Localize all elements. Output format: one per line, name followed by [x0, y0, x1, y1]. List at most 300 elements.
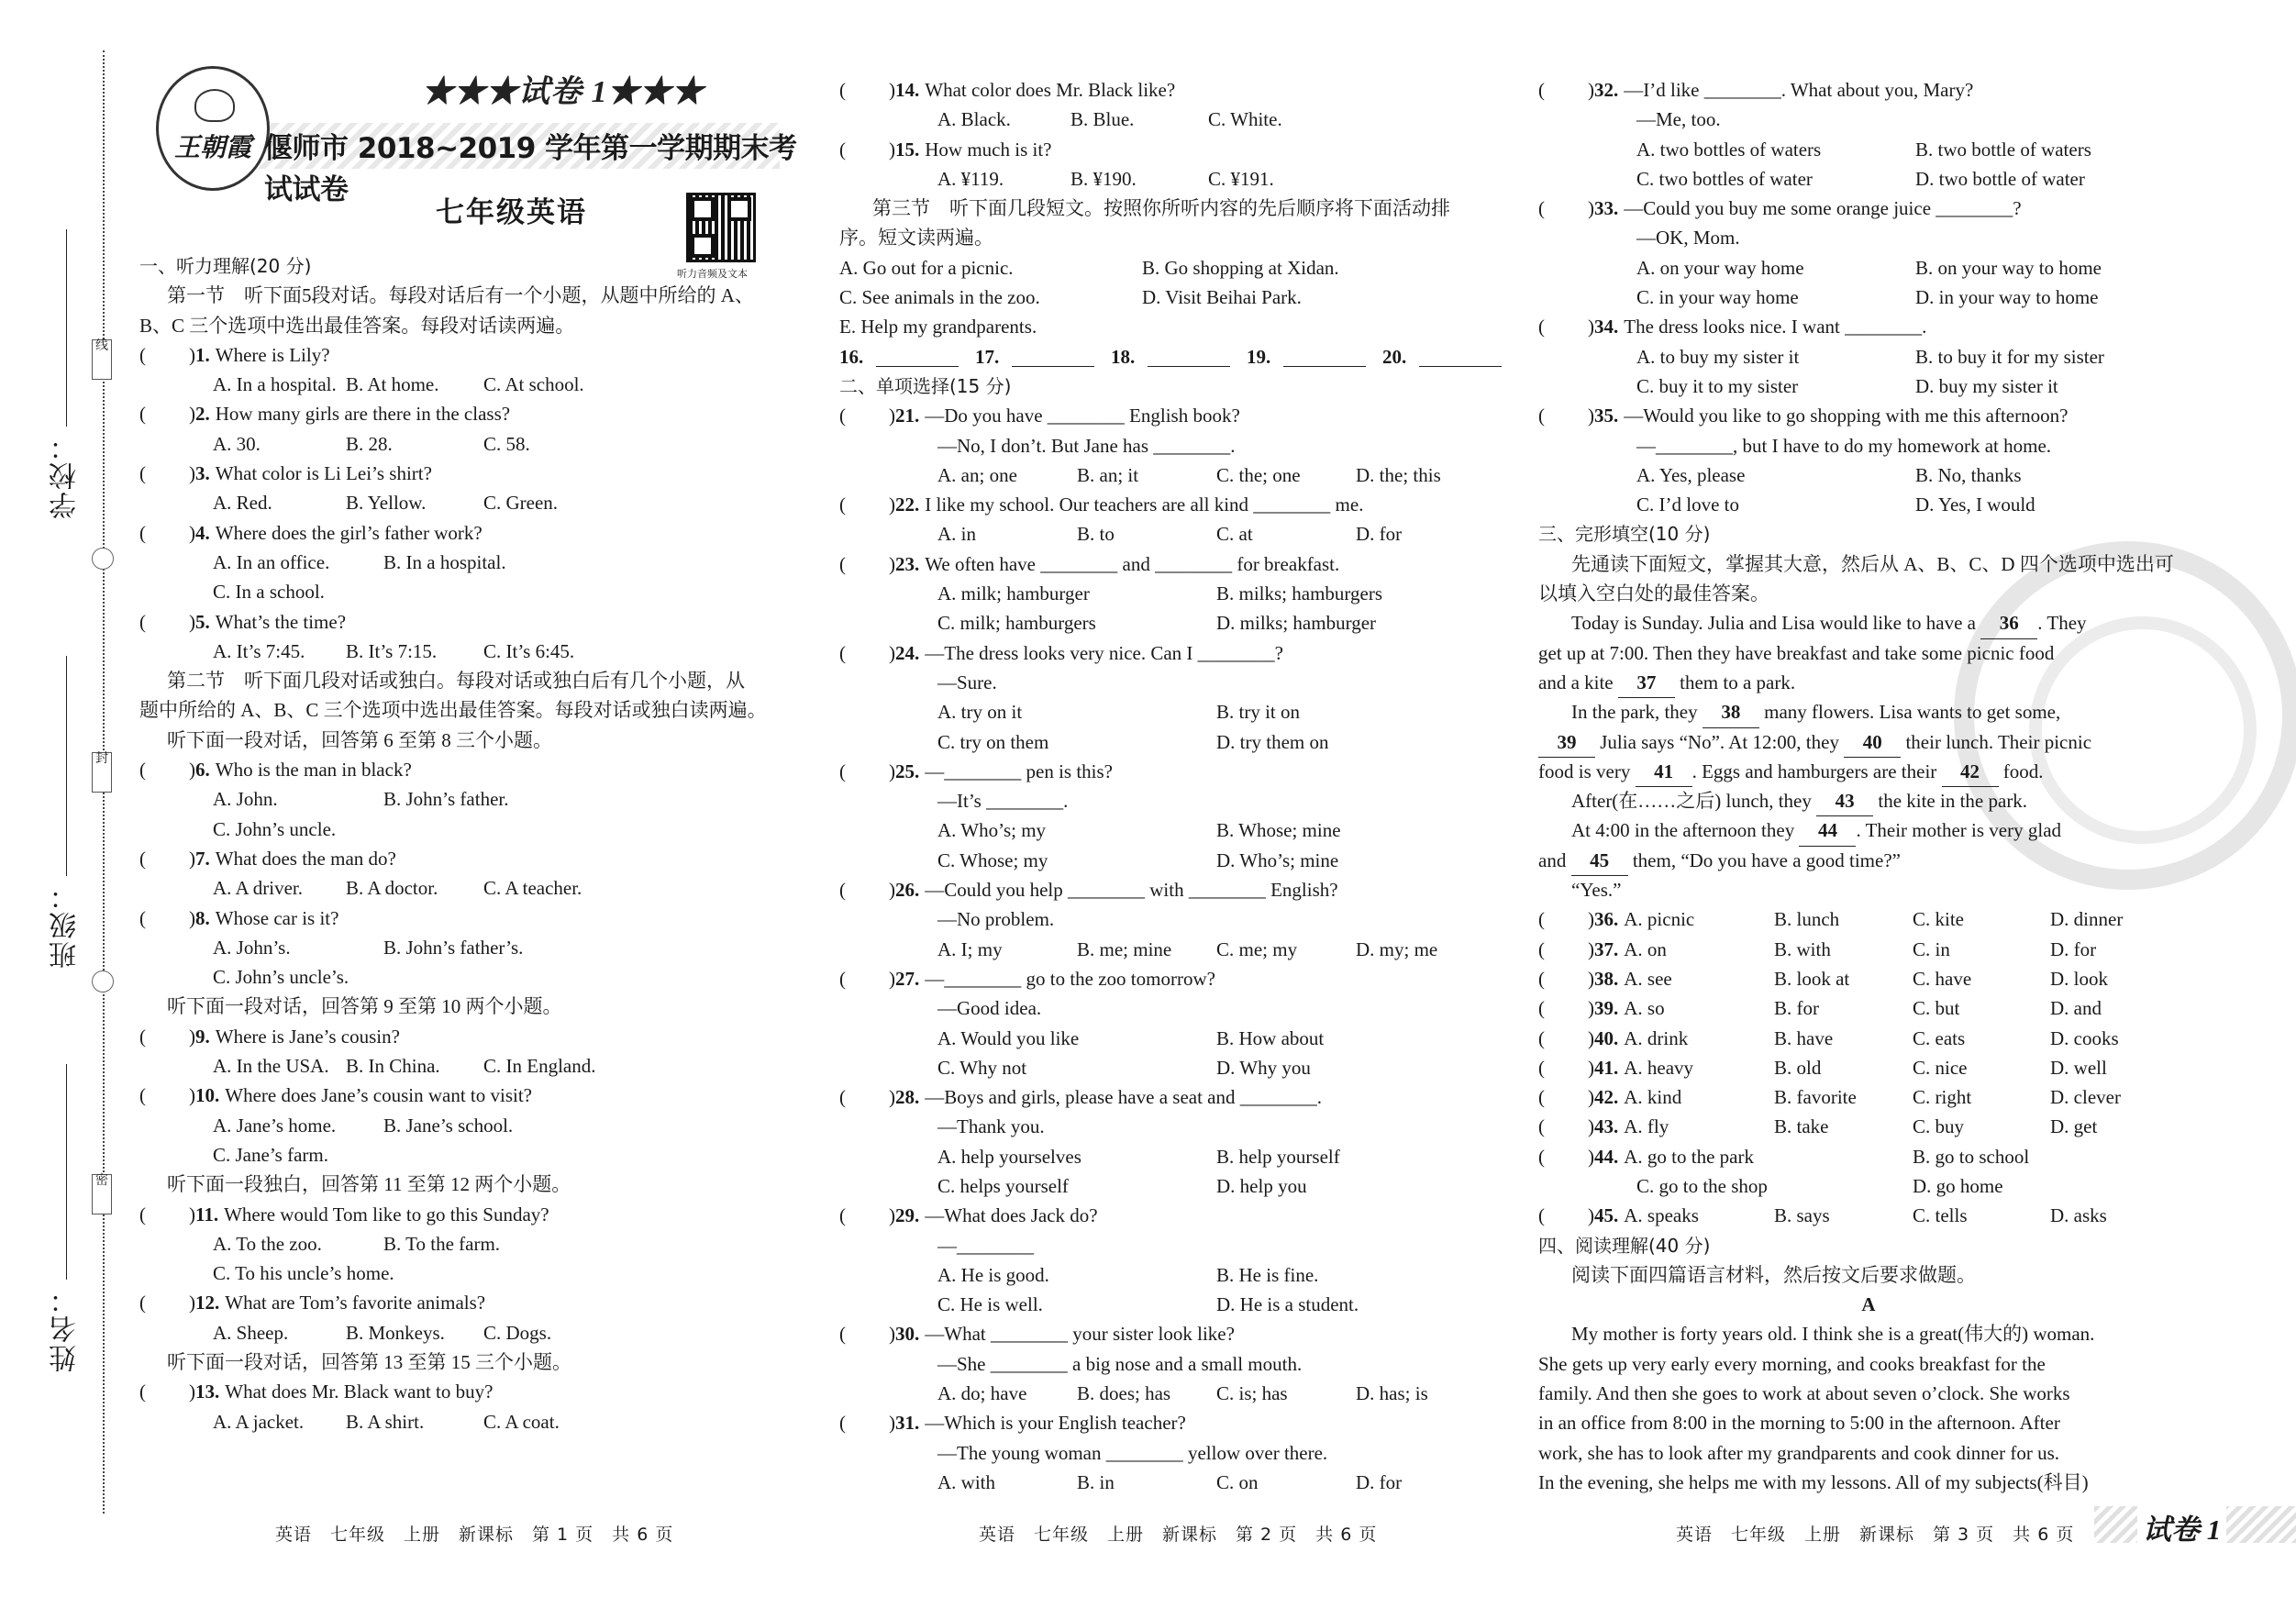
- question-text: —The dress looks very nice. Can I ________?: [925, 641, 1283, 664]
- option-a[interactable]: A. Black.: [937, 108, 1011, 131]
- instruction-text: 第二节 听下面几段对话或独白。每段对话或独白后有几个小题，从: [167, 670, 745, 693]
- instruction-text: Today is Sunday. Julia and Lisa would like to have a 36 . They: [1538, 608, 2087, 638]
- option-a[interactable]: A. ¥119.: [937, 167, 1004, 190]
- answer-bracket[interactable]: (: [839, 760, 846, 782]
- passage-title-text: A: [1861, 1293, 1876, 1316]
- question-number: 9: [195, 1025, 205, 1048]
- answer-bracket[interactable]: (: [839, 494, 846, 516]
- option-a[interactable]: A. Red.: [213, 492, 272, 515]
- option-d[interactable]: D. for: [2050, 937, 2097, 960]
- options-line: [139, 933, 798, 962]
- option-c[interactable]: C. the; one: [1216, 463, 1301, 486]
- option-b[interactable]: B. help yourself: [1216, 1145, 1340, 1168]
- instruction-line: [1538, 697, 2199, 726]
- school-field[interactable]: [66, 229, 67, 427]
- answer-blank[interactable]: [876, 342, 959, 367]
- answer-bracket[interactable]: (: [139, 462, 146, 485]
- answer-bracket[interactable]: (: [839, 79, 846, 101]
- option-b[interactable]: B. favorite: [1774, 1086, 1857, 1109]
- name-field[interactable]: [66, 1064, 67, 1280]
- answer-bracket[interactable]: (: [839, 405, 846, 427]
- option-c[interactable]: C. tells: [1913, 1204, 1968, 1227]
- question-dot: .: [1614, 908, 1619, 931]
- question-dot: .: [915, 1412, 920, 1435]
- option-d[interactable]: D. and: [2050, 997, 2102, 1020]
- answer-bracket[interactable]: (: [139, 403, 146, 426]
- answer-bracket[interactable]: (: [1538, 1115, 1545, 1138]
- option-a[interactable]: A. heavy: [1624, 1056, 1694, 1079]
- option-d[interactable]: D. get: [2050, 1115, 2098, 1138]
- option-a[interactable]: C. Whose; my: [937, 848, 1048, 871]
- option-a[interactable]: A. picnic: [1624, 908, 1695, 931]
- answer-blank[interactable]: [1148, 342, 1230, 367]
- option-d[interactable]: D. my; me: [1356, 937, 1438, 960]
- answer-bracket[interactable]: (: [1538, 405, 1545, 427]
- option-a[interactable]: A. In an office.: [213, 550, 330, 573]
- option-a[interactable]: C. two bottles of water: [1636, 167, 1813, 190]
- question-line: [839, 490, 1500, 519]
- question-dot: .: [205, 759, 210, 782]
- blank-number: 17.: [975, 345, 1000, 368]
- option-a[interactable]: A. I; my: [937, 937, 1003, 960]
- question-number: 5: [195, 610, 205, 633]
- answer-blank[interactable]: [1012, 342, 1094, 367]
- answer-bracket[interactable]: (: [839, 879, 846, 902]
- option-c[interactable]: C. in: [1913, 937, 1950, 960]
- option-b[interactable]: B. two bottle of waters: [1915, 138, 2091, 161]
- answer-bracket[interactable]: (: [1538, 967, 1545, 990]
- option-c[interactable]: C. It’s 6:45.: [483, 639, 575, 662]
- option-b[interactable]: B. 28.: [346, 432, 393, 455]
- answer-bracket-close: ): [189, 847, 195, 870]
- question-dot: .: [915, 79, 920, 101]
- options-line: [139, 784, 798, 814]
- option-a[interactable]: A. A jacket.: [213, 1410, 305, 1433]
- option-d[interactable]: D. go home: [1913, 1174, 2003, 1197]
- option-b[interactable]: B. Monkeys.: [346, 1321, 445, 1344]
- question-text: —________ go to the zoo tomorrow?: [925, 967, 1215, 990]
- option-a[interactable]: A. so: [1624, 997, 1665, 1020]
- option-b[interactable]: D. Yes, I would: [1915, 494, 2035, 516]
- option-b[interactable]: B. lunch: [1774, 908, 1840, 931]
- option-a[interactable]: A. Who’s; my: [937, 819, 1047, 842]
- option-b[interactable]: B. How about: [1216, 1026, 1325, 1049]
- option-b[interactable]: B. At home.: [346, 373, 439, 396]
- instruction-line: [1538, 608, 2199, 638]
- option-b[interactable]: B. Yellow.: [346, 492, 427, 515]
- option-c[interactable]: C. me; my: [1216, 937, 1298, 960]
- option-d[interactable]: D. look: [2050, 967, 2108, 990]
- question-dot: .: [915, 138, 920, 161]
- question-text: Where does the girl’s father work?: [215, 521, 482, 544]
- options-line: [1538, 342, 2199, 372]
- option-a[interactable]: A. speaks: [1624, 1204, 1699, 1227]
- option-a[interactable]: A. Would you like: [937, 1026, 1080, 1049]
- answer-bracket-close: ): [889, 494, 895, 516]
- answer-bracket[interactable]: (: [139, 847, 146, 870]
- option-b[interactable]: B. A doctor.: [346, 877, 438, 900]
- answer-bracket[interactable]: (: [1538, 908, 1545, 931]
- seal-mark-1: 线: [92, 339, 112, 380]
- option-c[interactable]: C. Jane’s farm.: [213, 1143, 328, 1166]
- instruction-text: 第一节 听下面5段对话。每段对话后有一个小题，从题中所给的 A、: [167, 284, 754, 307]
- question-number: 35: [1594, 405, 1614, 427]
- question-number: 3: [195, 462, 205, 485]
- instruction-line: [139, 666, 798, 695]
- option-b[interactable]: B. on your way to home: [1915, 256, 2102, 279]
- option-a[interactable]: C. in your way home: [1636, 286, 1799, 309]
- option-b[interactable]: B. take: [1774, 1115, 1829, 1138]
- option-c[interactable]: C. John’s uncle.: [213, 817, 337, 840]
- option-c[interactable]: C. At school.: [483, 373, 584, 396]
- option-a[interactable]: C. milk; hamburgers: [937, 612, 1096, 635]
- option-c[interactable]: C. have: [1913, 967, 1972, 990]
- option-a[interactable]: A. John.: [213, 788, 278, 811]
- option-c[interactable]: C. In a school.: [213, 581, 325, 604]
- option-a[interactable]: C. helps yourself: [937, 1174, 1069, 1197]
- option-c[interactable]: C. Dogs.: [483, 1321, 552, 1344]
- option-a[interactable]: A. do; have: [937, 1382, 1027, 1405]
- question-line: [839, 135, 1500, 164]
- option-a[interactable]: A. on: [1624, 937, 1667, 960]
- cloze-options-line: [1538, 1112, 2199, 1141]
- question-number: 25: [895, 760, 915, 782]
- option-a[interactable]: C. He is well.: [937, 1293, 1043, 1316]
- option-b[interactable]: B. Jane’s school.: [383, 1114, 514, 1137]
- option-a[interactable]: A. try on it: [937, 701, 1023, 724]
- option-d[interactable]: D. the; this: [1356, 463, 1441, 486]
- answer-bracket-close: ): [1588, 1115, 1594, 1138]
- option-a[interactable]: A. milk; hamburger: [937, 582, 1090, 605]
- instruction-line: [1538, 668, 2199, 697]
- answer-bracket[interactable]: (: [139, 1381, 146, 1403]
- answer-bracket[interactable]: (: [1538, 1145, 1545, 1168]
- option-a[interactable]: A. on your way home: [1636, 256, 1804, 279]
- answer-bracket[interactable]: (: [839, 1204, 846, 1227]
- answer-bracket[interactable]: (: [1538, 1056, 1545, 1079]
- option-b[interactable]: B. To the farm.: [383, 1232, 501, 1255]
- options-line: [1538, 372, 2199, 401]
- instruction-text: In the park, they 38 many flowers. Lisa wants to get some,: [1538, 697, 2060, 727]
- cloze-blank: 45: [1571, 846, 1628, 876]
- option-a[interactable]: A. help yourselves: [937, 1145, 1081, 1168]
- option-a[interactable]: C. Why not: [937, 1056, 1027, 1079]
- option-a[interactable]: A. drink: [1624, 1026, 1689, 1049]
- instruction-text: 先通读下面短文，掌握其大意，然后从 A、B、C、D 四个选项中选出可: [1571, 552, 2174, 575]
- dialogue-text: —Thank you.: [937, 1115, 1045, 1138]
- option-b[interactable]: B. old: [1774, 1056, 1822, 1079]
- option-b[interactable]: D. help you: [1216, 1174, 1307, 1197]
- question-number: 13: [195, 1381, 215, 1403]
- answer-bracket[interactable]: (: [139, 1084, 146, 1107]
- question-number: 33: [1594, 197, 1614, 220]
- question-number: 44: [1594, 1145, 1614, 1168]
- option-a[interactable]: A. kind: [1624, 1086, 1682, 1109]
- option-b[interactable]: D. Why you: [1216, 1056, 1311, 1079]
- option-b[interactable]: D. in your way to home: [1915, 286, 2099, 309]
- dialogue-line: [1538, 431, 2199, 460]
- option-a[interactable]: A. Jane’s home.: [213, 1114, 337, 1137]
- answer-bracket[interactable]: (: [139, 1025, 146, 1048]
- options-line: [139, 815, 798, 844]
- option-a[interactable]: A. In a hospital.: [213, 373, 337, 396]
- answer-bracket[interactable]: (: [139, 759, 146, 782]
- option-c[interactable]: C. ¥191.: [1208, 167, 1274, 190]
- option-d[interactable]: D. asks: [2050, 1204, 2107, 1227]
- option-b[interactable]: B. milks; hamburgers: [1216, 582, 1383, 605]
- option-d[interactable]: D. dinner: [2050, 908, 2124, 931]
- section-heading-text: 三、完形填空(10 分): [1538, 523, 1711, 546]
- option-d[interactable]: D. has; is: [1356, 1382, 1428, 1405]
- option-c[interactable]: C. White.: [1208, 108, 1282, 131]
- question-text: What’s the time?: [215, 610, 347, 633]
- option-a[interactable]: A. To the zoo.: [213, 1232, 322, 1255]
- question-dot: .: [1614, 1086, 1619, 1109]
- instruction-line: [139, 1170, 798, 1199]
- question-dot: .: [1614, 1056, 1619, 1079]
- question-dot: .: [915, 967, 920, 990]
- question-line: [139, 399, 798, 428]
- option-d[interactable]: D. cooks: [2050, 1026, 2119, 1049]
- option-a[interactable]: A. Yes, please: [1636, 463, 1746, 486]
- option-b[interactable]: D. try them on: [1216, 730, 1329, 753]
- option-b[interactable]: B. look at: [1774, 967, 1850, 990]
- answer-bracket[interactable]: (: [1538, 316, 1545, 338]
- option-b[interactable]: B. In a hospital.: [383, 550, 506, 573]
- option-b[interactable]: B. John’s father.: [383, 788, 509, 811]
- question-number: 28: [895, 1086, 915, 1109]
- dialogue-text: —Sure.: [937, 671, 997, 693]
- option-a[interactable]: A. In the USA.: [213, 1055, 329, 1078]
- answer-bracket[interactable]: (: [1538, 1204, 1545, 1227]
- answer-bracket[interactable]: (: [839, 1323, 846, 1346]
- option-c[interactable]: C. A teacher.: [483, 877, 582, 900]
- answer-bracket[interactable]: (: [1538, 1026, 1545, 1049]
- answer-bracket[interactable]: (: [1538, 1086, 1545, 1109]
- option-a[interactable]: A. two bottles of waters: [1636, 138, 1822, 161]
- answer-blank[interactable]: [1283, 342, 1366, 367]
- option-c[interactable]: C. go to the shop: [1636, 1174, 1768, 1197]
- option-a[interactable]: A. It’s 7:45.: [213, 639, 305, 662]
- option-a[interactable]: A. in: [937, 523, 976, 546]
- question-line: [139, 904, 798, 933]
- option-a[interactable]: A. an; one: [937, 463, 1017, 486]
- option-c[interactable]: C. Green.: [483, 492, 559, 515]
- option-a[interactable]: C. try on them: [937, 730, 1049, 753]
- answer-bracket-close: ): [189, 1084, 195, 1107]
- option-a[interactable]: A. see: [1624, 967, 1672, 990]
- option-b[interactable]: B. with: [1774, 937, 1831, 960]
- option-a[interactable]: A. go to the park: [1624, 1145, 1754, 1168]
- instruction-line: [1538, 1349, 2199, 1379]
- answer-bracket-close: ): [1588, 1204, 1594, 1227]
- option-a[interactable]: C. I’d love to: [1636, 494, 1739, 516]
- answer-blanks-line: [839, 342, 1500, 372]
- option-b[interactable]: B. does; has: [1077, 1382, 1171, 1405]
- option-b[interactable]: D. two bottle of water: [1915, 167, 2085, 190]
- answer-bracket[interactable]: (: [839, 1086, 846, 1109]
- options-line: [139, 429, 798, 459]
- answer-bracket[interactable]: (: [839, 641, 846, 664]
- header-banner: [156, 66, 798, 206]
- instruction-line: [139, 726, 798, 755]
- option-b[interactable]: B. No, thanks: [1915, 463, 2022, 486]
- option-b[interactable]: B. an; it: [1077, 463, 1139, 486]
- answer-bracket[interactable]: (: [839, 552, 846, 575]
- option-b[interactable]: B. says: [1774, 1204, 1830, 1227]
- section-heading: [1538, 1231, 2199, 1260]
- dialogue-text: —OK, Mom.: [1636, 227, 1740, 250]
- option-b[interactable]: B. He is fine.: [1216, 1263, 1319, 1286]
- answer-bracket[interactable]: (: [139, 521, 146, 544]
- answer-blank[interactable]: [1419, 342, 1502, 367]
- option-c[interactable]: C. 58.: [483, 432, 530, 455]
- question-line: [839, 75, 1500, 105]
- option-b[interactable]: B. John’s father’s.: [383, 936, 524, 959]
- answer-bracket[interactable]: (: [839, 138, 846, 161]
- answer-bracket[interactable]: (: [139, 1292, 146, 1314]
- question-dot: .: [1614, 316, 1619, 338]
- option-c[interactable]: C. at: [1216, 523, 1253, 546]
- option-c[interactable]: C. A coat.: [483, 1410, 560, 1433]
- option-a[interactable]: A. fly: [1624, 1115, 1669, 1138]
- option-a[interactable]: A. 30.: [213, 432, 261, 455]
- option-b[interactable]: B. In China.: [346, 1055, 440, 1078]
- option-b[interactable]: B. for: [1774, 997, 1819, 1020]
- option-b[interactable]: B. have: [1774, 1026, 1834, 1049]
- options-line: [139, 577, 798, 606]
- question-text: —I’d like ________. What about you, Mary?: [1624, 79, 1974, 101]
- question-line: [139, 518, 798, 548]
- answer-bracket[interactable]: (: [1538, 997, 1545, 1020]
- blank-number: 20.: [1382, 345, 1407, 368]
- option-b[interactable]: B. try it on: [1216, 701, 1301, 724]
- option-b[interactable]: B. me; mine: [1077, 937, 1172, 960]
- option-b[interactable]: B. It’s 7:15.: [346, 639, 438, 662]
- page-1-footer: 英语 七年级 上册 新课标 第 1 页 共 6 页: [275, 1525, 674, 1545]
- option-c[interactable]: C. is; has: [1216, 1382, 1288, 1405]
- question-number: 7: [195, 847, 205, 870]
- answer-bracket[interactable]: (: [839, 967, 846, 990]
- option-d[interactable]: D. for: [1356, 523, 1403, 546]
- question-number: 31: [895, 1412, 915, 1435]
- option-c[interactable]: C. To his uncle’s home.: [213, 1262, 394, 1285]
- option-b[interactable]: B. to buy it for my sister: [1915, 345, 2104, 368]
- options-line: [139, 1140, 798, 1170]
- options-line: [139, 962, 798, 992]
- question-number: 22: [895, 494, 915, 516]
- dialogue-line: [839, 993, 1500, 1023]
- option-b[interactable]: D. He is a student.: [1216, 1293, 1359, 1316]
- question-line: [839, 964, 1500, 993]
- option-c[interactable]: C. eats: [1913, 1026, 1966, 1049]
- question-dot: .: [1614, 967, 1619, 990]
- class-field[interactable]: [66, 656, 67, 876]
- instruction-text: “Yes.”: [1571, 879, 1622, 902]
- option-a[interactable]: A. with: [937, 1470, 995, 1493]
- option-b[interactable]: B. Blue.: [1070, 108, 1135, 131]
- instruction-line: [1538, 1468, 2199, 1497]
- instruction-text: My mother is forty years old. I think she is a great(伟大的) woman.: [1571, 1323, 2095, 1346]
- answer-bracket[interactable]: (: [139, 343, 146, 366]
- option-c[interactable]: C. buy: [1913, 1115, 1965, 1138]
- answer-bracket-close: ): [189, 906, 195, 929]
- instruction-text: get up at 7:00. Then they have breakfast and take some picnic food: [1538, 641, 2055, 664]
- option-b[interactable]: B. Whose; mine: [1216, 819, 1341, 842]
- instruction-line: [1538, 786, 2199, 815]
- option-a[interactable]: A. He is good.: [937, 1263, 1049, 1286]
- question-text: What does Mr. Black want to buy?: [225, 1381, 494, 1403]
- question-line: [139, 844, 798, 873]
- instruction-line: [1538, 1438, 2199, 1468]
- option-a[interactable]: A. Sheep.: [213, 1321, 289, 1344]
- question-number: 4: [195, 521, 205, 544]
- option-b[interactable]: B. A shirt.: [346, 1410, 425, 1433]
- option-b[interactable]: D. buy my sister it: [1915, 374, 2058, 397]
- answer-bracket[interactable]: (: [1538, 197, 1545, 220]
- option-b[interactable]: B. ¥190.: [1070, 167, 1137, 190]
- option-b[interactable]: B. to: [1077, 523, 1115, 546]
- instruction-line: [1538, 875, 2199, 904]
- option-b[interactable]: B. go to school: [1913, 1145, 2030, 1168]
- instruction-text: 阅读下面四篇语言材料，然后按文后要求做题。: [1571, 1263, 1976, 1286]
- option-c[interactable]: C. kite: [1913, 908, 1964, 931]
- option-d[interactable]: D. well: [2050, 1056, 2107, 1079]
- option-c[interactable]: C. John’s uncle’s.: [213, 966, 349, 989]
- option-b[interactable]: D. milks; hamburger: [1216, 612, 1377, 635]
- option-a[interactable]: A. A driver.: [213, 877, 303, 900]
- class-label: 班级：: [50, 881, 81, 969]
- instruction-line: [1538, 579, 2199, 608]
- question-line: [1538, 75, 2199, 105]
- question-number: 43: [1594, 1115, 1614, 1138]
- question-dot: .: [205, 610, 210, 633]
- option-c[interactable]: C. In England.: [483, 1055, 596, 1078]
- answer-bracket[interactable]: (: [839, 1412, 846, 1435]
- answer-bracket[interactable]: (: [139, 906, 146, 929]
- instruction-line: [1538, 757, 2199, 786]
- answer-bracket[interactable]: (: [139, 610, 146, 633]
- activity-line: [839, 312, 1500, 341]
- answer-bracket-close: ): [889, 1204, 895, 1227]
- option-b[interactable]: B. in: [1077, 1470, 1115, 1493]
- answer-bracket[interactable]: (: [139, 1203, 146, 1225]
- option-d[interactable]: D. for: [1356, 1470, 1403, 1493]
- school-label: 学校：: [50, 431, 81, 519]
- option-a[interactable]: A. to buy my sister it: [1636, 345, 1800, 368]
- instruction-text: 听下面一段独白，回答第 11 至第 12 两个小题。: [167, 1173, 571, 1196]
- answer-bracket-close: ): [889, 1323, 895, 1346]
- instruction-text: B、C 三个选项中选出最佳答案。每段对话读两遍。: [139, 314, 575, 337]
- answer-bracket[interactable]: (: [1538, 937, 1545, 960]
- question-number: 40: [1594, 1026, 1614, 1049]
- option-c[interactable]: C. but: [1913, 997, 1960, 1020]
- question-dot: .: [1614, 79, 1619, 101]
- option-c[interactable]: C. right: [1913, 1086, 1972, 1109]
- option-d[interactable]: D. clever: [2050, 1086, 2121, 1109]
- option-c[interactable]: C. nice: [1913, 1056, 1968, 1079]
- option-c[interactable]: C. on: [1216, 1470, 1259, 1493]
- cloze-options-line: [1538, 1142, 2199, 1171]
- question-dot: .: [1614, 405, 1619, 427]
- question-dot: .: [915, 760, 920, 782]
- option-a[interactable]: C. buy it to my sister: [1636, 374, 1799, 397]
- option-a[interactable]: A. John’s.: [213, 936, 291, 959]
- answer-bracket[interactable]: (: [1538, 79, 1545, 101]
- cloze-options-line: [1538, 993, 2199, 1023]
- option-b[interactable]: D. Who’s; mine: [1216, 848, 1339, 871]
- answer-bracket-close: ): [889, 641, 895, 664]
